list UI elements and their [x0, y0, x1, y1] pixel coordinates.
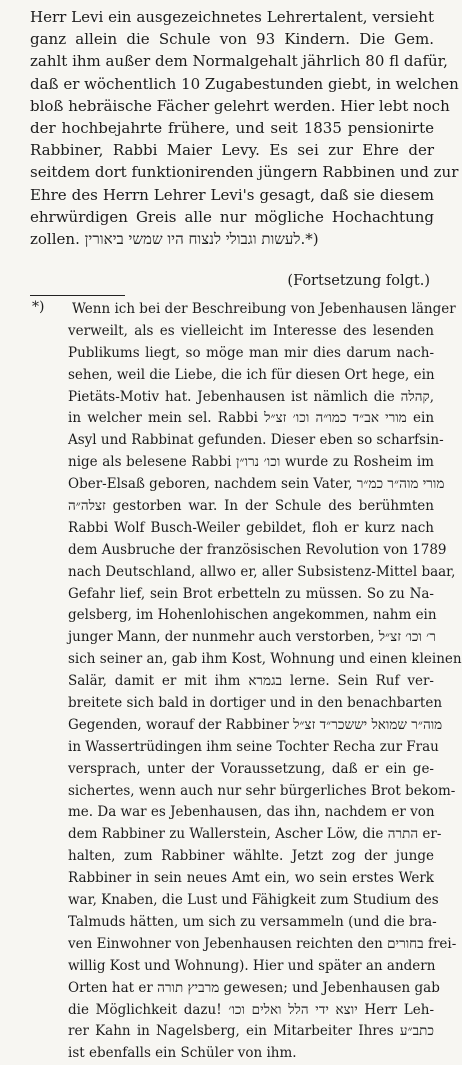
text-line: war, Knaben, die Lust und Fähigkeit zum Studium des [68, 892, 439, 909]
text-line: ehrwürdigen Greis alle nur mögliche Hochachtung [30, 207, 434, 226]
text-line: seitdem dort funktionirenden jüngern Rabbinen und zur [30, 163, 459, 182]
text-line: in welcher mein sel. Rabbi ‫מורי אב״ד כמו״ה וכו׳ זצ״ל‬ ein [68, 410, 435, 427]
text-line: nach Deutschland, allwo er, aller Subsistenz-Mittel baar, [68, 563, 456, 580]
text-line: verweilt, als es vielleicht im Interesse des lesenden [68, 322, 434, 339]
text-line: Asyl und Rabbinat gefunden. Dieser eben so scharfsin- [68, 432, 444, 449]
text-line: Publikums liegt, so möge man mir dies darum nach- [68, 344, 434, 361]
text-line: dem Ausbruche der französischen Revolution von 1789 [68, 541, 447, 558]
text-line: sich seiner an, gab ihm Kost, Wohnung und einen kleinen [68, 651, 462, 668]
text-line: Ober-Elsaß geboren, nachdem sein Vater, ‫מורי מוה״ר כמ״ר‬ [68, 476, 445, 493]
text-line: in Wassertrüdingen ihm seine Tochter Recha zur Frau [68, 738, 439, 755]
text-line: Herr Levi ein ausgezeichnetes Lehrertalent, versieht [30, 8, 434, 26]
continuation-note: (Fortsetzung folgt.) [287, 273, 430, 289]
text-line: willig Kost und Wohnung). Hier und später an andern [68, 957, 436, 974]
text-line: Pietäts-Motiv hat. Jebenhausen ist nämlich die ‫קהלה‬, [68, 388, 434, 405]
text-line: dem Rabbiner zu Wallerstein, Ascher Löw, die ‫התרה‬ er- [68, 826, 442, 843]
text-line: Wenn ich bei der Beschreibung von Jebenhausen länger [72, 301, 456, 317]
text-line: breitete sich bald in dortiger und in den benachbarten [68, 695, 443, 712]
text-line: zollen. ‫לעשות וגבולי לנצוח היו שמשי ביאורין‬.*) [30, 229, 319, 248]
text-line: ven Einwohner von Jebenhausen reichten den ‫בחורים‬ frei- [68, 935, 457, 952]
text-line: der hochbejahrte frühere, und seit 1835 pensionirte [30, 118, 434, 137]
text-line: zahlt ihm außer dem Normalgehalt jährlich 80 fl dafür, [30, 52, 448, 71]
text-line: Gegenden, worauf der Rabbiner ‫מוה״ר שמואל יששכר״ד זצ״ל‬ [68, 716, 443, 733]
text-line: Rabbi Wolf Busch-Weiler gebildet, floh er kurz nach [68, 519, 434, 536]
text-line: versprach, unter der Voraussetzung, daß er ein ge- [68, 760, 434, 777]
text-line: ‫זצלה״ה‬ gestorben war. In der Schule des berühmten [68, 498, 434, 515]
footnote-separator [30, 295, 125, 296]
text-line: Salär, damit er mit ihm ‫בגמרא‬ lerne. Sein Ruf ver- [68, 673, 434, 690]
text-line: gelsberg, im Hohenlohischen angekommen, nahm ein [68, 607, 437, 624]
text-line: nige als belesene Rabbi ‫וכו׳ נרו״ן‬ wurde zu Rosheim im [68, 454, 434, 471]
text-line: Talmuds hätten, um sich zu versammeln (und die bra- [68, 913, 437, 930]
text-line: sehen, weil die Liebe, die ich für diesen Ort hege, ein [68, 366, 435, 383]
text-line: rer Kahn in Nagelsberg, ein Mitarbeiter Ihres ‫כתב״ע‬ [68, 1023, 434, 1040]
text-line: halten, zum Rabbiner wählte. Jetzt zog der junge [68, 848, 434, 865]
text-line: Orten hat er ‫מרביץ תורה‬ gewesen; und Jebenhausen gab [68, 979, 440, 996]
text-line: Rabbiner, Rabbi Maier Levy. Es sei zur Ehre der [30, 141, 434, 160]
text-line: ist ebenfalls ein Schüler von ihm. [68, 1045, 297, 1062]
text-line: die Möglichkeit dazu! ‫יוצא ידי הלל ואלים וכו׳‬ Herr Leh- [68, 1001, 435, 1018]
text-line: sichertes, wenn auch nur sehr bürgerliches Brot bekom- [68, 782, 456, 799]
text-line: bloß hebräische Fächer gelehrt werden. Hier lebt noch [30, 96, 450, 115]
text-line: Rabbiner in sein neues Amt ein, wo sein erstes Werk [68, 870, 434, 887]
footnote-paragraph [68, 299, 462, 1065]
text-line: ganz allein die Schule von 93 Kindern. Die Gem. [30, 30, 434, 49]
text-line: junger Mann, der nunmehr auch verstorben, ‫ר׳ וכו׳ זצ״ל‬ [68, 629, 436, 646]
text-line: Ehre des Herrn Lehrer Levi's gesagt, daß sie diesem [30, 185, 434, 204]
text-line: me. Da war es Jebenhausen, das ihn, nachdem er von [68, 804, 435, 821]
text-line: daß er wöchentlich 10 Zugabestunden giebt, in welchen [30, 74, 459, 93]
footnote-marker: *) [32, 299, 45, 315]
main-paragraph [30, 6, 459, 250]
text-line: Gefahr lief, sein Brot erbetteln zu müssen. So zu Na- [68, 585, 434, 602]
